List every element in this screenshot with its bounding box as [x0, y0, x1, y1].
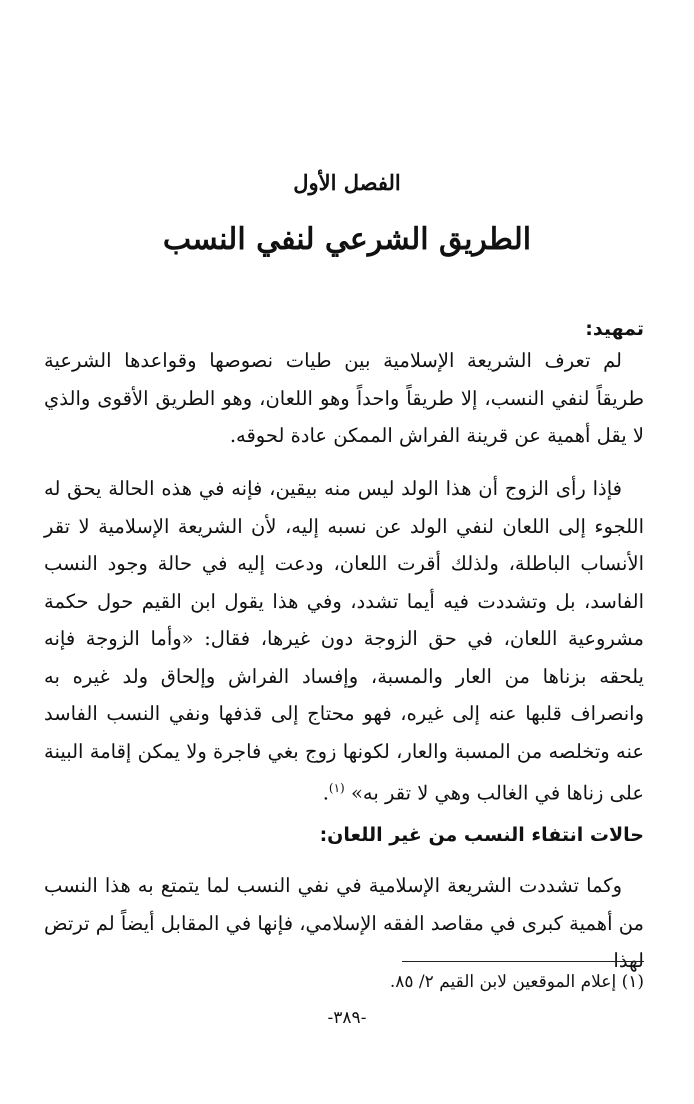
- section-heading: حالات انتفاء النسب من غير اللعان:: [319, 824, 644, 846]
- page-number: -٣٨٩-: [327, 1008, 367, 1028]
- chapter-title: الطريق الشرعي لنفي النسب: [162, 222, 532, 257]
- body-paragraph: [44, 470, 644, 812]
- body-paragraph-text: فإذا رأى الزوج أن هذا الولد ليس منه بيقين، فإنه في هذه الحالة يحق له اللجوء إلى اللعان لنفي الولد عن نسبه إليه، لأن الشريعة الإسلامية لا تقر الأنساب الباطلة، ولذلك أقرت اللعان، ودعت إليه في حالة وجود النسب الفاسد، بل وتشددت فيه أيما تشدد، وفي هذا يقول ابن القيم حول حكمة مشروعية اللعان، في حق الزوجة دون غيرها، فقال: «وأما الزوجة فإنه يلحقه بزناها من العار والمسبة، وإفساد الفراش وإلحاق ولد غيره به وانصراف قلبها عنه إلى غيره، فهو محتاج إلى قذفها ونفي النسب الفاسد عنه وتخلصه من المسبة والعار، لكونها زوج بغي فاجرة ولا يمكن إقامة البينة على زناها في الغالب وهي لا تقر به»: [44, 477, 644, 805]
- intro-heading: تمهيد:: [585, 318, 644, 340]
- footnote: (١) إعلام الموقعين لابن القيم ٢/ ٨٥.: [389, 972, 644, 992]
- section-paragraph: وكما تشددت الشريعة الإسلامية في نفي النسب لما يتمتع به هذا النسب من أهمية كبرى في مقاصد الفقه الإسلامي، فإنها في المقابل أيضاً لم ترتض لهذا: [44, 874, 644, 972]
- paragraph-end: .: [322, 781, 329, 805]
- intro-paragraph: لم تعرف الشريعة الإسلامية بين طيات نصوصها وقواعدها الشرعية طريقاً لنفي النسب، إلا طريقاً واحداً وهو اللعان، وهو الطريق الأقوى والذي لا يقل أهمية عن قرينة الفراش الممكن عادة لحوقه.: [44, 349, 644, 447]
- chapter-label: الفصل الأول: [293, 170, 401, 195]
- footnote-divider: [402, 961, 644, 962]
- footnote-reference: (١): [328, 781, 345, 795]
